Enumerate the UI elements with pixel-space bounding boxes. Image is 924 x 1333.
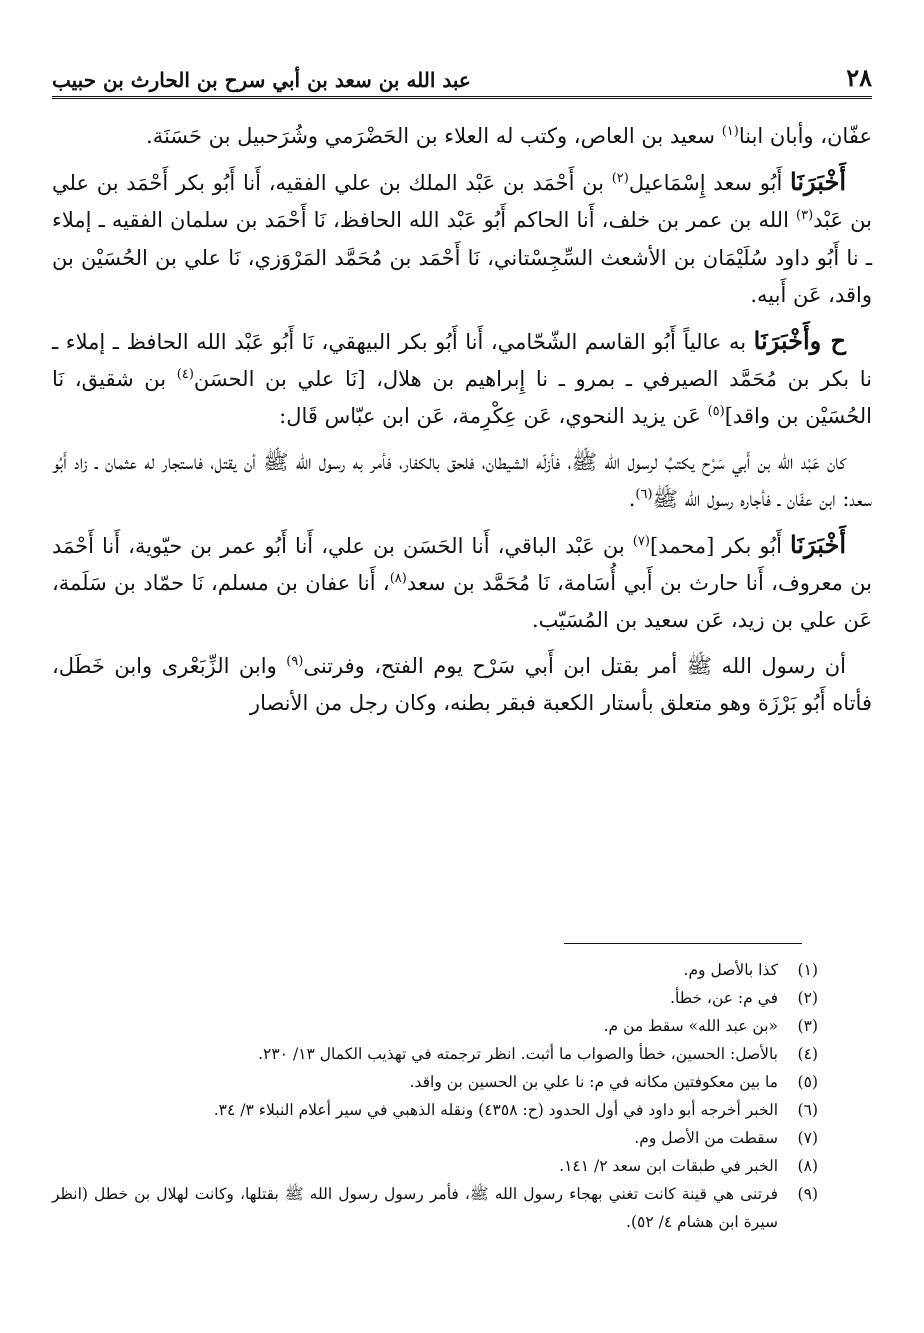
paragraph-text: كان عَبْد الله بن أَبي سَرْح يكتبُ لرسول الله ﷺ، فأزلّه الشيطان، فلحق بالكفار، فأمر به رسول الله ﷺ أن يقتل، فاستجار له عثمان ـ زاد أَبُو سعد: ابن عفّان ـ فأجاره رسول الله ﷺ	[52, 449, 872, 511]
paragraph-text: الله بن عمر بن خلف، أَنا الحاكم أَبُو عَبْد الله الحافظ، نَا أَحْمَد بن سلمان الفقيه ـ إملاء ـ نا أَبُو داود سُلَيْمَان بن الأشعث السِّجِسْتاني، نَا أَحْمَد بن مُحَمَّد المَرْوَزي، نَا علي بن الحُسَيْن بن واقد، عَن أَبيه.	[52, 208, 872, 307]
paragraph-text: عَن يزيد النحوي، عَن عِكْرِمة، عَن ابن عبّاس قَال:	[279, 404, 708, 429]
paragraph-3	[52, 322, 872, 436]
header-title: عبد الله بن سعد بن أبي سرح بن الحارث بن حبيب	[52, 68, 471, 92]
paragraph-text: سعيد بن العاص، وكتب له العلاء بن الحَضْرَمي وشُرَحبيل بن حَسَنَة.	[146, 124, 722, 148]
footnote-number: (٧)	[797, 1129, 818, 1147]
footnotes	[52, 956, 818, 1236]
paragraph-2	[52, 163, 872, 314]
footnote-item	[52, 1012, 818, 1040]
footnote-number: (٥)	[797, 1073, 818, 1091]
paragraph-1	[52, 118, 872, 155]
footnote-number: (٣)	[797, 1017, 818, 1035]
footnote-ref: (٤)	[176, 367, 194, 383]
footnote-ref: (٢)	[611, 171, 629, 187]
footnote-number: (٩)	[797, 1185, 818, 1203]
paragraph-4	[52, 444, 872, 518]
footnote-ref: (٦)	[635, 486, 653, 502]
footnote-text: كذا بالأصل وم.	[683, 961, 778, 979]
footnote-number: (١)	[797, 961, 818, 979]
footnote-ref: (٨)	[389, 571, 407, 587]
paragraph-text: بن أَحْمَد بن عَبْد الملك بن علي الفقيه، أَنا أَبُو بكر أَحْمَد بن علي بن عَبْد	[52, 171, 872, 233]
footnote-text: بالأصل: الحسين، خطأ والصواب ما أثبت. انظر ترجمته في تهذيب الكمال ١٣/ ٢٣٠.	[258, 1045, 778, 1063]
paragraph-6	[52, 648, 872, 722]
paragraph-5	[52, 526, 872, 640]
isnad-keyword: أَخْبَرَنَا	[790, 167, 846, 197]
footnote-number: (٤)	[797, 1045, 818, 1063]
running-header	[52, 58, 872, 92]
ha-marker: ح	[821, 326, 846, 356]
footnote-item	[52, 1040, 818, 1068]
footnote-item	[52, 984, 818, 1012]
paragraph-text: .	[628, 486, 636, 511]
footnote-separator	[564, 943, 802, 944]
footnote-ref: (١)	[721, 124, 739, 139]
page-number: ٢٨	[846, 63, 872, 92]
isnad-keyword: وأَخْبَرَنَا	[753, 326, 822, 356]
paragraph-text: أَبُو بكر [محمد]	[649, 534, 791, 559]
footnote-item	[52, 956, 818, 984]
footnote-text: الخبر في طبقات ابن سعد ٢/ ١٤١.	[559, 1157, 778, 1175]
paragraph-text: بن شقيق، نَا الحُسَيْن بن واقد]	[52, 367, 872, 429]
footnote-ref: (٣)	[796, 208, 814, 224]
footnote-item	[52, 1096, 818, 1124]
paragraph-text: به عالياً أَبُو القاسم الشّحّامي، أَنا أَبُو بكر البيهقي، نَا أَبُو عَبْد الله الحافظ ـ إملاء ـ نا بكر بن مُحَمَّد الصيرفي ـ بمرو ـ نا إِبراهيم بن هلال، [نَا علي بن الحسَن	[52, 330, 872, 392]
footnote-number: (٨)	[797, 1157, 818, 1175]
footnote-number: (٦)	[797, 1101, 818, 1119]
header-rule	[52, 96, 872, 99]
paragraph-text: وابن الزِّبَعْرى وابن خَطَل، فأتاه أَبُو بَرْزَة وهو متعلق بأستار الكعبة فبقر بطنه، وكان رجل من الأنصار	[52, 653, 872, 715]
main-text	[52, 118, 872, 730]
footnote-item	[52, 1124, 818, 1152]
paragraph-text: أن رسول الله ﷺ أمر بقتل ابن أَبي سَرْح يوم الفتح، وفرتنى	[303, 653, 846, 678]
paragraph-text: ، أَنا عفان بن مسلم، نَا حمّاد بن سَلَمة، عَن علي بن زيد، عَن سعيد بن المُسَيّب.	[52, 571, 872, 633]
isnad-keyword: أَخْبَرَنَا	[790, 530, 847, 560]
footnote-ref: (٧)	[632, 534, 650, 550]
footnote-number: (٢)	[797, 989, 818, 1007]
footnote-text: الخبر أخرجه أبو داود في أول الحدود (ح: ٤٣٥٨) ونقله الذهبي في سير أعلام النبلاء ٣/ ٣٤.	[213, 1101, 778, 1119]
paragraph-text: أَبُو سعد إِسْمَاعيل	[628, 171, 791, 196]
footnote-text: «بن عبد الله» سقط من م.	[603, 1017, 778, 1035]
footnote-ref: (٩)	[286, 653, 304, 669]
paragraph-text: بن عَبْد الباقي، أَنا الحَسَن بن علي، أَنا أَبُو عمر بن حيّوية، أَنا أَحْمَد بن معروف، أَنا حارث بن أَبي أُسَامة، نَا مُحَمَّد بن سعد	[52, 534, 872, 596]
footnote-text: ما بين معكوفتين مكانه في م: نا علي بن الحسين بن واقد.	[409, 1073, 778, 1091]
footnote-item	[52, 1180, 818, 1236]
paragraph-text: عفّان، وأبان ابنا	[738, 124, 872, 148]
footnote-text: في م: عن، خطأ.	[670, 989, 778, 1007]
footnote-item	[52, 1068, 818, 1096]
footnote-text: سقطت من الأصل وم.	[634, 1129, 778, 1147]
footnote-item	[52, 1152, 818, 1180]
footnote-text: فرتنى هي قينة كانت تغني بهجاء رسول الله ﷺ، فأمر رسول رسول الله ﷺ بقتلها، وكانت لهلال بن خطل (انظر سيرة ابن هشام ٤/ ٥٢).	[52, 1185, 778, 1231]
footnote-ref: (٥)	[707, 404, 725, 420]
